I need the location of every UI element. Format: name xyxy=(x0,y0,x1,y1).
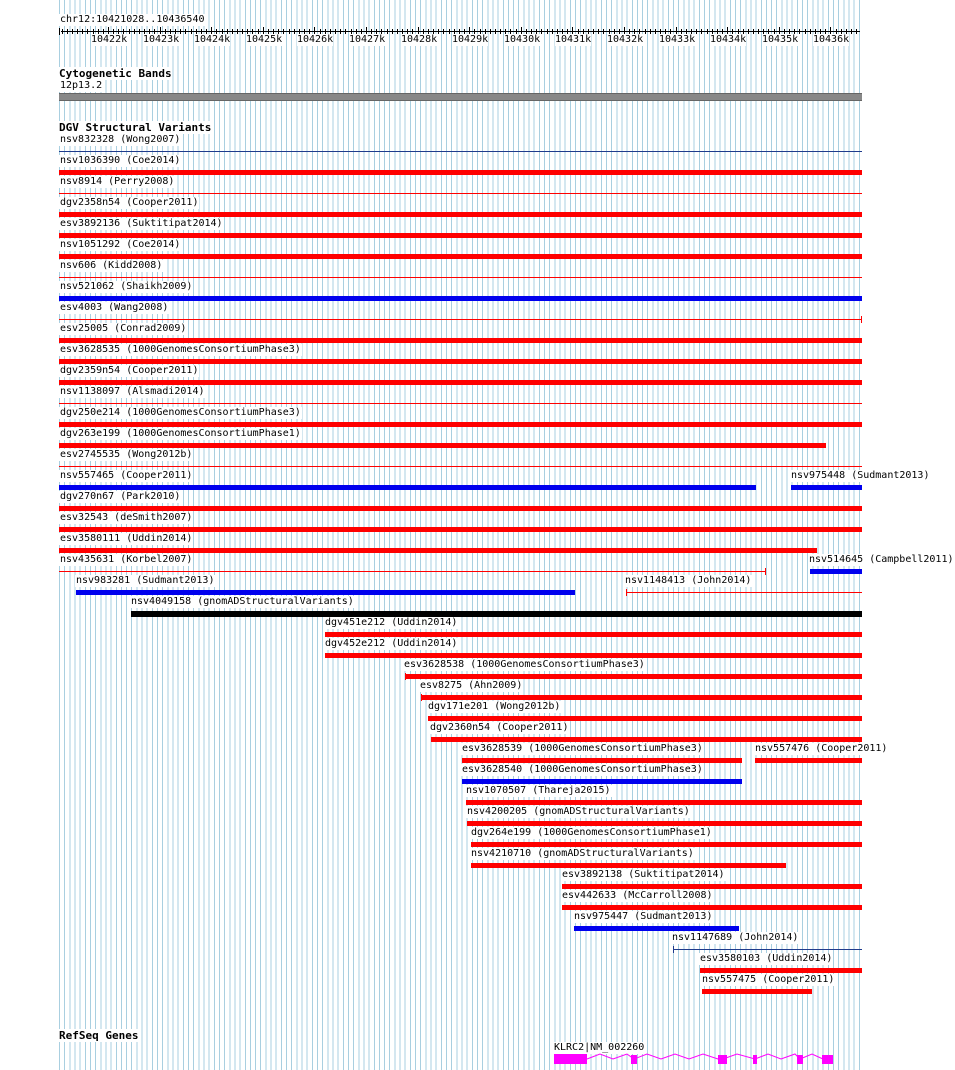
ruler-minor-tick xyxy=(185,29,186,34)
ruler-minor-tick xyxy=(387,29,388,34)
sv-feature-end-cap xyxy=(765,568,766,575)
sv-feature-bar[interactable] xyxy=(131,611,862,617)
ruler-minor-tick xyxy=(743,29,744,34)
ruler-minor-tick xyxy=(593,29,594,34)
sv-feature-label[interactable]: dgv263e199 (1000GenomesConsortiumPhase1) xyxy=(60,428,301,439)
sv-feature-bar[interactable] xyxy=(471,863,786,868)
ruler-minor-tick xyxy=(376,29,377,34)
sv-feature-bar[interactable] xyxy=(755,758,862,763)
ruler-minor-tick xyxy=(701,29,702,34)
sv-feature-label[interactable]: esv3580103 (Uddin2014) xyxy=(700,953,833,964)
sv-feature-label[interactable]: dgv250e214 (1000GenomesConsortiumPhase3) xyxy=(60,407,301,418)
sv-feature-end-cap xyxy=(673,946,674,953)
sv-feature-label[interactable]: nsv1051292 (Coe2014) xyxy=(60,239,181,250)
sv-feature-label[interactable]: esv8275 (Ahn2009) xyxy=(420,680,523,691)
sv-feature-label[interactable]: esv2745535 (Wong2012b) xyxy=(60,449,193,460)
ruler-minor-tick xyxy=(681,29,682,34)
ruler-tick-label: 10431k xyxy=(555,34,592,45)
ruler-minor-tick xyxy=(134,29,135,34)
ruler-minor-tick xyxy=(423,29,424,34)
ruler-minor-tick xyxy=(836,29,837,34)
sv-feature-bar[interactable] xyxy=(562,905,862,910)
ruler-minor-tick xyxy=(500,29,501,34)
ruler-minor-tick xyxy=(154,29,155,34)
ruler-minor-tick xyxy=(381,29,382,34)
sv-feature-bar[interactable] xyxy=(466,800,862,805)
sv-feature-bar[interactable] xyxy=(59,506,862,511)
ruler-minor-tick xyxy=(557,29,558,34)
sv-feature-label[interactable]: dgv451e212 (Uddin2014) xyxy=(325,617,458,628)
sv-feature-label[interactable]: nsv557475 (Cooper2011) xyxy=(702,974,835,985)
sv-feature-bar[interactable] xyxy=(700,968,862,973)
ruler-minor-tick xyxy=(820,29,821,34)
ruler-minor-tick xyxy=(222,29,223,34)
sv-feature-label[interactable]: nsv8914 (Perry2008) xyxy=(60,176,175,187)
ruler-tick-label: 10425k xyxy=(246,34,283,45)
ruler-minor-tick xyxy=(856,29,857,34)
ruler-minor-tick xyxy=(774,29,775,34)
ruler-minor-tick xyxy=(732,29,733,34)
ruler-minor-tick xyxy=(98,29,99,34)
sv-feature-bar[interactable] xyxy=(405,674,862,679)
ruler-minor-tick xyxy=(696,29,697,34)
ruler-minor-tick xyxy=(815,29,816,34)
ruler-minor-tick xyxy=(252,29,253,34)
sv-feature-bar[interactable] xyxy=(59,443,826,448)
ruler-minor-tick xyxy=(118,29,119,34)
sv-feature-bar[interactable] xyxy=(467,821,862,826)
sv-feature-label[interactable]: nsv1138097 (Alsmadi2014) xyxy=(60,386,205,397)
gene-exon xyxy=(631,1055,637,1064)
ruler-minor-tick xyxy=(123,29,124,34)
sv-feature-label[interactable]: nsv435631 (Korbel2007) xyxy=(60,554,193,565)
ruler-minor-tick xyxy=(784,29,785,34)
sv-feature-bar[interactable] xyxy=(59,380,862,385)
ruler-minor-tick xyxy=(129,29,130,34)
ruler-minor-tick xyxy=(82,29,83,34)
sv-feature-bar[interactable] xyxy=(59,403,862,404)
ruler-minor-tick xyxy=(660,29,661,34)
sv-feature-bar[interactable] xyxy=(59,296,862,301)
sv-feature-bar[interactable] xyxy=(59,338,862,343)
sv-feature-bar[interactable] xyxy=(59,466,862,467)
ruler-minor-tick xyxy=(289,29,290,34)
ruler-minor-tick xyxy=(639,29,640,34)
ruler-minor-tick xyxy=(392,29,393,34)
sv-feature-label[interactable]: dgv171e201 (Wong2012b) xyxy=(428,701,561,712)
ruler-minor-tick xyxy=(72,29,73,34)
ruler-minor-tick xyxy=(62,29,63,34)
ruler-minor-tick xyxy=(459,29,460,34)
sv-feature-bar[interactable] xyxy=(76,590,575,595)
ruler-position-label: chr12:10421028..10436540 xyxy=(60,14,205,25)
ruler-minor-tick xyxy=(330,29,331,34)
sv-feature-bar[interactable] xyxy=(325,632,862,637)
ruler-minor-tick xyxy=(614,29,615,34)
sv-feature-label[interactable]: esv3580111 (Uddin2014) xyxy=(60,533,193,544)
sv-feature-label[interactable]: nsv4210710 (gnomADStructuralVariants) xyxy=(471,848,694,859)
ruler-minor-tick xyxy=(536,29,537,34)
sv-feature-bar[interactable] xyxy=(325,653,862,658)
sv-feature-bar[interactable] xyxy=(471,842,862,847)
ruler-minor-tick xyxy=(454,29,455,34)
ruler-minor-tick xyxy=(283,29,284,34)
sv-feature-bar[interactable] xyxy=(59,548,817,553)
ruler-minor-tick xyxy=(547,29,548,34)
sv-feature-label[interactable]: dgv452e212 (Uddin2014) xyxy=(325,638,458,649)
sv-feature-label[interactable]: nsv606 (Kidd2008) xyxy=(60,260,163,271)
ruler-minor-tick xyxy=(629,29,630,34)
sv-feature-label[interactable]: nsv975448 (Sudmant2013) xyxy=(791,470,930,481)
ruler-minor-tick xyxy=(103,29,104,34)
ruler-minor-tick xyxy=(841,29,842,34)
sv-feature-label[interactable]: esv4003 (Wang2008) xyxy=(60,302,169,313)
ruler-minor-tick xyxy=(278,29,279,34)
ruler-minor-tick xyxy=(510,29,511,34)
sv-feature-label[interactable]: esv3628540 (1000GenomesConsortiumPhase3) xyxy=(462,764,703,775)
ruler-minor-tick xyxy=(722,29,723,34)
ruler-minor-tick xyxy=(139,29,140,34)
sv-feature-label[interactable]: nsv521062 (Shaikh2009) xyxy=(60,281,193,292)
sv-feature-end-cap xyxy=(861,316,862,323)
ruler-tick-label: 10424k xyxy=(194,34,231,45)
sv-feature-bar[interactable] xyxy=(626,592,862,593)
ruler-minor-tick xyxy=(665,29,666,34)
ruler-minor-tick xyxy=(567,29,568,34)
ruler-minor-tick xyxy=(474,29,475,34)
cytoband-bar[interactable] xyxy=(59,93,862,101)
ruler-minor-tick xyxy=(351,29,352,34)
sv-feature-label[interactable]: esv3892136 (Suktitipat2014) xyxy=(60,218,223,229)
ruler-minor-tick xyxy=(598,29,599,34)
sv-feature-label[interactable]: esv3628538 (1000GenomesConsortiumPhase3) xyxy=(404,659,645,670)
ruler-minor-tick xyxy=(650,29,651,34)
sv-feature-label[interactable]: nsv557476 (Cooper2011) xyxy=(755,743,888,754)
sv-feature-label[interactable]: nsv1036390 (Coe2014) xyxy=(60,155,181,166)
ruler-minor-tick xyxy=(516,29,517,34)
sv-feature-label[interactable]: nsv975447 (Sudmant2013) xyxy=(574,911,713,922)
sv-feature-label[interactable]: nsv4049158 (gnomADStructuralVariants) xyxy=(131,596,354,607)
ruler-minor-tick xyxy=(686,29,687,34)
sv-feature-bar[interactable] xyxy=(59,193,862,194)
gene-exon xyxy=(822,1055,833,1064)
ruler-minor-tick xyxy=(541,29,542,34)
sv-feature-bar[interactable] xyxy=(791,485,862,490)
ruler-minor-tick xyxy=(634,29,635,34)
ruler-minor-tick xyxy=(526,29,527,34)
sv-feature-bar[interactable] xyxy=(421,695,862,700)
gene-exon xyxy=(797,1055,803,1064)
ruler-minor-tick xyxy=(691,29,692,34)
ruler-minor-tick xyxy=(304,29,305,34)
ruler-minor-tick xyxy=(216,29,217,34)
sv-feature-bar[interactable] xyxy=(59,233,862,238)
sv-feature-bar[interactable] xyxy=(59,359,862,364)
ruler-minor-tick xyxy=(485,29,486,34)
sv-feature-label[interactable]: dgv2359n54 (Cooper2011) xyxy=(60,365,199,376)
ruler-minor-tick xyxy=(717,29,718,34)
ruler-minor-tick xyxy=(356,29,357,34)
ruler-minor-tick xyxy=(144,29,145,34)
ruler-minor-tick xyxy=(753,29,754,34)
ruler-minor-tick xyxy=(794,29,795,34)
cytoband-track-title: Cytogenetic Bands xyxy=(59,67,172,80)
ruler-minor-tick xyxy=(851,29,852,34)
ruler-minor-tick xyxy=(67,29,68,34)
gene-model-klrc2[interactable] xyxy=(0,1040,890,1070)
ruler-minor-tick xyxy=(371,29,372,34)
sv-feature-bar[interactable] xyxy=(59,151,862,152)
ruler-tick-label: 10430k xyxy=(504,34,541,45)
ruler-minor-tick xyxy=(242,29,243,34)
gene-exon xyxy=(554,1054,587,1064)
sv-feature-bar[interactable] xyxy=(673,949,862,950)
ruler-minor-tick xyxy=(227,29,228,34)
ruler-minor-tick xyxy=(180,29,181,34)
ruler-minor-tick xyxy=(247,29,248,34)
ruler-minor-tick xyxy=(480,29,481,34)
sv-feature-label[interactable]: nsv1147689 (John2014) xyxy=(672,932,799,943)
sv-feature-label[interactable]: esv32543 (deSmith2007) xyxy=(60,512,193,523)
ruler-minor-tick xyxy=(531,29,532,34)
ruler-minor-tick xyxy=(655,29,656,34)
gene-intron-line xyxy=(587,1054,823,1059)
dgv-track-title: DGV Structural Variants xyxy=(59,121,212,134)
sv-feature-end-cap xyxy=(405,673,406,680)
sv-feature-bar[interactable] xyxy=(59,254,862,259)
sv-feature-bar[interactable] xyxy=(59,170,862,175)
sv-feature-label[interactable]: dgv2358n54 (Cooper2011) xyxy=(60,197,199,208)
sv-feature-end-cap xyxy=(626,589,627,596)
ruler-minor-tick xyxy=(495,29,496,34)
refseq-track-title: RefSeq Genes xyxy=(59,1029,139,1042)
sv-feature-bar[interactable] xyxy=(59,485,756,490)
ruler-minor-tick xyxy=(449,29,450,34)
ruler-minor-tick xyxy=(583,29,584,34)
sv-feature-bar[interactable] xyxy=(428,716,862,721)
ruler-minor-tick xyxy=(113,29,114,34)
sv-feature-bar[interactable] xyxy=(462,779,742,784)
ruler-minor-tick xyxy=(505,29,506,34)
sv-feature-bar[interactable] xyxy=(702,989,812,994)
sv-feature-label[interactable]: dgv270n67 (Park2010) xyxy=(60,491,181,502)
sv-feature-label[interactable]: esv3628539 (1000GenomesConsortiumPhase3) xyxy=(462,743,703,754)
cytoband-name: 12p13.2 xyxy=(60,80,103,91)
sv-feature-end-cap xyxy=(421,694,422,701)
ruler-minor-tick xyxy=(578,29,579,34)
sv-feature-bar[interactable] xyxy=(59,571,766,572)
ruler-minor-tick xyxy=(609,29,610,34)
ruler-minor-tick xyxy=(438,29,439,34)
sv-feature-bar[interactable] xyxy=(59,319,862,320)
ruler-minor-tick xyxy=(325,29,326,34)
ruler-tick-label: 10432k xyxy=(607,34,644,45)
ruler-minor-tick xyxy=(670,29,671,34)
ruler-minor-tick xyxy=(738,29,739,34)
ruler-minor-tick xyxy=(309,29,310,34)
ruler-minor-tick xyxy=(490,29,491,34)
ruler-minor-tick xyxy=(206,29,207,34)
sv-feature-label[interactable]: esv442633 (McCarroll2008) xyxy=(562,890,713,901)
ruler-minor-tick xyxy=(799,29,800,34)
ruler-minor-tick xyxy=(93,29,94,34)
sv-feature-label[interactable]: nsv4200205 (gnomADStructuralVariants) xyxy=(467,806,690,817)
ruler-tick-label: 10435k xyxy=(762,34,799,45)
ruler-minor-tick xyxy=(789,29,790,34)
ruler-tick-label: 10422k xyxy=(91,34,128,45)
ruler-minor-tick xyxy=(810,29,811,34)
ruler-minor-tick xyxy=(407,29,408,34)
gene-label: KLRC2|NM_002260 xyxy=(554,1042,645,1053)
ruler-minor-tick xyxy=(707,29,708,34)
ruler-minor-tick xyxy=(805,29,806,34)
sv-feature-bar[interactable] xyxy=(59,422,862,427)
ruler-minor-tick xyxy=(175,29,176,34)
ruler-minor-tick xyxy=(232,29,233,34)
ruler-minor-tick xyxy=(77,29,78,34)
sv-feature-label[interactable]: dgv264e199 (1000GenomesConsortiumPhase1) xyxy=(471,827,712,838)
ruler-minor-tick xyxy=(402,29,403,34)
sv-feature-bar[interactable] xyxy=(59,212,862,217)
ruler-minor-tick xyxy=(165,29,166,34)
sv-feature-label[interactable]: esv3628535 (1000GenomesConsortiumPhase3) xyxy=(60,344,301,355)
ruler-minor-tick xyxy=(748,29,749,34)
ruler-minor-tick xyxy=(443,29,444,34)
ruler-tick-label: 10429k xyxy=(452,34,489,45)
ruler-minor-tick xyxy=(149,29,150,34)
ruler-minor-tick xyxy=(196,29,197,34)
ruler-minor-tick xyxy=(768,29,769,34)
sv-feature-bar[interactable] xyxy=(562,884,862,889)
ruler-minor-tick xyxy=(645,29,646,34)
ruler-tick-label: 10427k xyxy=(349,34,386,45)
ruler-minor-tick xyxy=(361,29,362,34)
ruler-minor-tick xyxy=(619,29,620,34)
ruler-minor-tick xyxy=(603,29,604,34)
sv-feature-label[interactable]: nsv1070507 (Thareja2015) xyxy=(466,785,611,796)
sv-feature-bar[interactable] xyxy=(462,758,742,763)
sv-feature-bar[interactable] xyxy=(810,569,862,574)
sv-feature-label[interactable]: nsv1148413 (John2014) xyxy=(625,575,752,586)
gene-exon xyxy=(753,1055,757,1064)
ruler-tick-label: 10433k xyxy=(659,34,696,45)
gene-exon xyxy=(718,1055,727,1064)
ruler-minor-tick xyxy=(433,29,434,34)
ruler-minor-tick xyxy=(345,29,346,34)
sv-feature-label[interactable]: nsv514645 (Campbell2011) xyxy=(809,554,954,565)
ruler-tick-label: 10436k xyxy=(813,34,850,45)
sv-feature-label[interactable]: dgv2360n54 (Cooper2011) xyxy=(430,722,569,733)
ruler-minor-tick xyxy=(299,29,300,34)
ruler-minor-tick xyxy=(201,29,202,34)
sv-feature-label[interactable]: esv25005 (Conrad2009) xyxy=(60,323,187,334)
ruler-tick-label: 10428k xyxy=(401,34,438,45)
ruler-minor-tick xyxy=(335,29,336,34)
ruler-minor-tick xyxy=(258,29,259,34)
ruler-minor-tick xyxy=(237,29,238,34)
ruler-minor-tick xyxy=(170,29,171,34)
ruler-tick-label: 10423k xyxy=(143,34,180,45)
sv-feature-bar[interactable] xyxy=(59,527,862,532)
ruler-minor-tick xyxy=(273,29,274,34)
ruler-minor-tick xyxy=(87,29,88,34)
ruler-minor-tick xyxy=(712,29,713,34)
sv-feature-label[interactable]: nsv557465 (Cooper2011) xyxy=(60,470,193,481)
sv-feature-bar[interactable] xyxy=(59,277,862,278)
ruler-minor-tick xyxy=(268,29,269,34)
ruler-minor-tick xyxy=(294,29,295,34)
ruler-minor-tick xyxy=(397,29,398,34)
ruler-minor-tick xyxy=(464,29,465,34)
ruler-minor-tick xyxy=(552,29,553,34)
sv-feature-label[interactable]: esv3892138 (Suktitipat2014) xyxy=(562,869,725,880)
ruler-minor-tick xyxy=(763,29,764,34)
ruler-minor-tick xyxy=(428,29,429,34)
ruler-minor-tick xyxy=(412,29,413,34)
ruler-tick-label: 10426k xyxy=(297,34,334,45)
ruler-minor-tick xyxy=(562,29,563,34)
ruler-minor-tick xyxy=(191,29,192,34)
ruler-minor-tick xyxy=(846,29,847,34)
ruler-minor-tick xyxy=(588,29,589,34)
sv-feature-bar[interactable] xyxy=(574,926,739,931)
ruler-minor-tick xyxy=(825,29,826,34)
sv-feature-label[interactable]: nsv832328 (Wong2007) xyxy=(60,134,181,145)
sv-feature-label[interactable]: nsv983281 (Sudmant2013) xyxy=(76,575,215,586)
ruler-left-arrow xyxy=(59,28,60,35)
ruler-minor-tick xyxy=(340,29,341,34)
ruler-tick-label: 10434k xyxy=(710,34,747,45)
ruler-minor-tick xyxy=(758,29,759,34)
sv-feature-bar[interactable] xyxy=(431,737,862,742)
ruler-minor-tick xyxy=(320,29,321,34)
